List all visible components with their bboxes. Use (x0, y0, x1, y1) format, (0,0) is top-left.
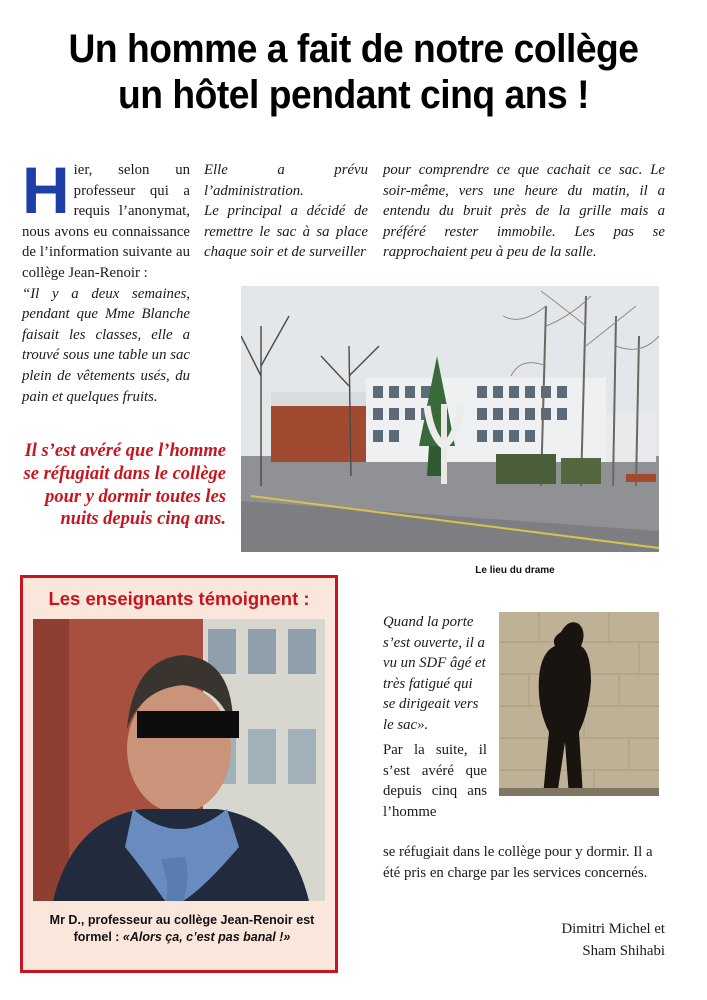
drop-cap: H (22, 153, 70, 227)
teacher-photo-caption (36, 912, 328, 946)
teacher-photo-illustration (33, 619, 325, 901)
pull-quote: Il s’est avéré que l’homme se réfugiait dans le collège pour y dormir toutes les nuits depuis cinq ans. (23, 441, 226, 530)
article-column-1 (22, 153, 190, 407)
byline-line-1: Dimitri Michel et (561, 921, 665, 937)
caption-text: Mr D., professeur au collège Jean-Renoir est formel : (49, 913, 315, 944)
headline-line-1: Un homme a fait de notre collège (68, 27, 639, 71)
column-1-quote: “Il y a deux semaines, pendant que Mme Blanche faisait les classes, elle a trouvé sous une table un sac plein de vêtements usés, du pain et quelques fruits. (22, 285, 190, 405)
school-photo (241, 286, 659, 552)
column-6-paragraph: se réfugiait dans le collège pour y dormir. Il a été pris en charge par les services concernés. (383, 844, 653, 881)
column-2-paragraph-2: Le principal a décidé de remettre le sac à sa place chaque soir et de surveiller (204, 203, 368, 261)
shadow-photo-illustration (499, 612, 659, 796)
article-column-5 (383, 740, 487, 822)
article-column-6 (383, 842, 665, 883)
article-column-2 (204, 160, 368, 263)
school-photo-illustration (241, 286, 659, 552)
byline (500, 918, 665, 962)
article-column-3 (383, 160, 665, 263)
column-3-paragraph: pour comprendre ce que cachait ce sac. Le soir-même, vers une heure du matin, il a entendu du bruit près de la grille mais a préféré rester immobile. Les pas se rapprochaient peu à peu de la salle. (383, 162, 665, 261)
column-1-intro: ier, selon un professeur qui a requis l’anonymat, nous avons eu connaissance de l’information suivante au collège Jean-Renoir : (22, 162, 190, 281)
testimony-box-title: Les enseignants témoignent : (48, 588, 310, 609)
caption-quote: «Alors ça, c’est pas banal !» (122, 930, 291, 944)
column-4-paragraph: Quand la porte s’est ouverte, il a vu un SDF âgé et très fatigué qui se dirigeait vers le sac». (383, 614, 486, 733)
headline-line-2: un hôtel pendant cinq ans ! (117, 73, 590, 117)
article-headline (25, 26, 683, 118)
column-2-paragraph-1: Elle a prévu l’administration. (204, 162, 368, 199)
article-column-4 (383, 612, 487, 736)
column-5-paragraph: Par la suite, il s’est avéré que depuis cinq ans l’homme (383, 742, 487, 820)
shadow-photo (499, 612, 659, 796)
school-photo-caption: Le lieu du drame (475, 565, 555, 576)
byline-line-2: Sham Shihabi (582, 943, 665, 959)
teacher-photo (33, 619, 325, 901)
